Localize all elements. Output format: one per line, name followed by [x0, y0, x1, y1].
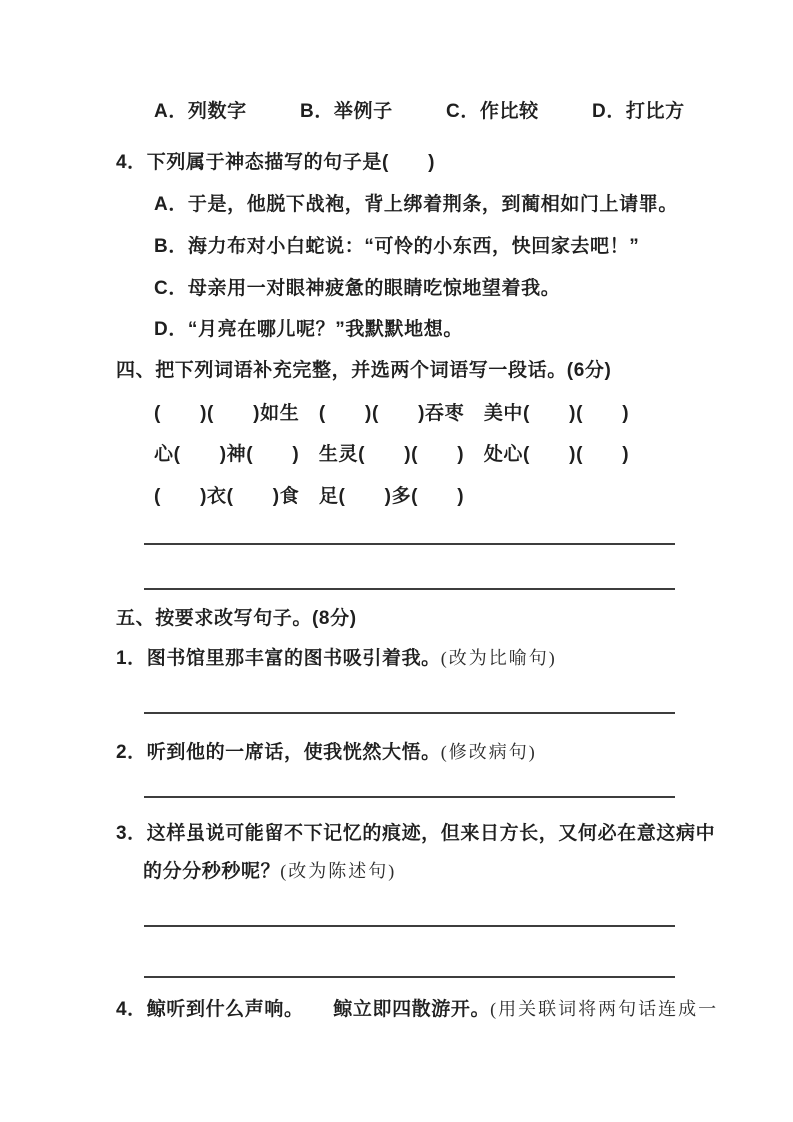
q3-option-a: A．列数字 — [154, 101, 247, 122]
answer-line — [144, 588, 675, 590]
answer-line — [144, 712, 675, 714]
question-4-option-a: A．于是，他脱下战袍，背上绑着荆条，到蔺相如门上请罪。 — [154, 194, 678, 215]
section-four-title: 四、把下列词语补充完整，并选两个词语写一段话。(6分) — [116, 360, 612, 381]
rewrite-item-4 — [116, 999, 718, 1021]
rewrite-item-4-hint: (用关联词将两句话连成一 — [490, 999, 719, 1019]
q3-option-d: D．打比方 — [592, 101, 685, 122]
rewrite-item-1-text: 1．图书馆里那丰富的图书吸引着我。 — [116, 648, 441, 669]
rewrite-item-2-hint: (修改病句) — [440, 742, 537, 762]
answer-line — [144, 543, 675, 545]
word-fill-row-1: ( )( )如生 ( )( )吞枣 美中( )( ) — [154, 403, 630, 424]
question-4-option-b: B．海力布对小白蛇说：“可怜的小东西，快回家去吧！” — [154, 236, 640, 257]
rewrite-item-4-text: 4．鲸听到什么声响。 鲸立即四散游开。 — [116, 999, 491, 1020]
answer-line — [144, 796, 675, 798]
question-4-option-c: C．母亲用一对眼神疲惫的眼睛吃惊地望着我。 — [154, 278, 561, 299]
answer-line — [144, 925, 675, 927]
rewrite-item-1-hint: (改为比喻句) — [440, 648, 557, 668]
section-five-title: 五、按要求改写句子。(8分) — [116, 608, 357, 629]
rewrite-item-1 — [116, 648, 557, 670]
question-4-option-d: D．“月亮在哪儿呢？”我默默地想。 — [154, 319, 463, 340]
rewrite-item-3-line2 — [143, 861, 396, 883]
rewrite-item-3-line1: 3．这样虽说可能留不下记忆的痕迹，但来日方长，又何必在意这病中 — [116, 823, 716, 844]
rewrite-item-2-text: 2．听到他的一席话，使我恍然大悟。 — [116, 742, 441, 763]
word-fill-row-2: 心( )神( ) 生灵( )( ) 处心( )( ) — [154, 444, 630, 465]
q3-option-c: C．作比较 — [446, 101, 539, 122]
q3-option-b: B．举例子 — [300, 101, 393, 122]
rewrite-item-3-text: 的分分秒秒呢？ — [143, 861, 281, 882]
question-4-stem: 4．下列属于神态描写的句子是( ) — [116, 152, 436, 173]
rewrite-item-3-hint: (改为陈述句) — [280, 861, 397, 881]
word-fill-row-3: ( )衣( )食 足( )多( ) — [154, 486, 465, 507]
answer-line — [144, 976, 675, 978]
rewrite-item-2 — [116, 742, 537, 764]
